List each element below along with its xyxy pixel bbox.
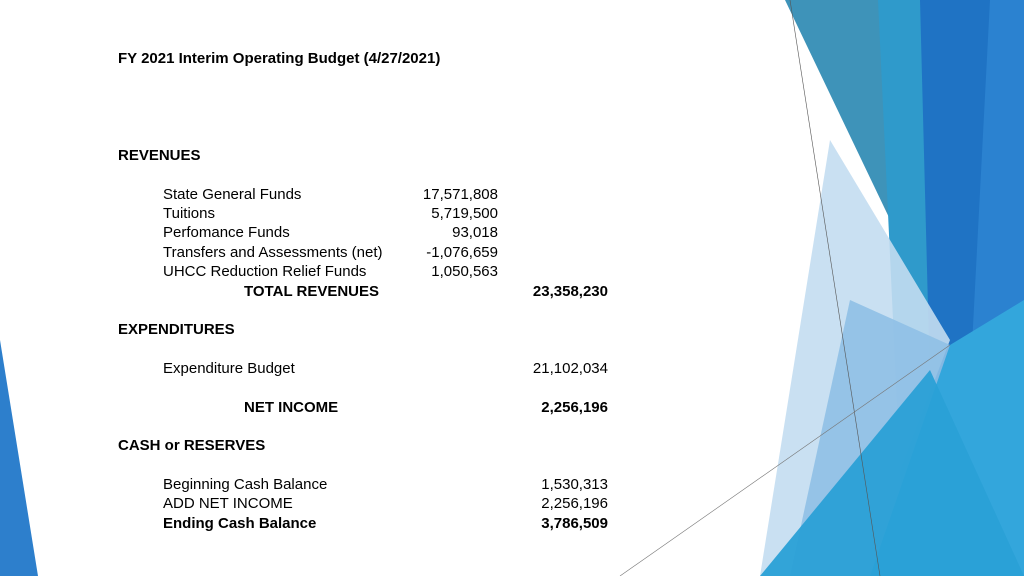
beginning-cash-label: Beginning Cash Balance — [163, 476, 328, 493]
revenue-label-performance: Perfomance Funds — [163, 224, 290, 241]
revenue-label-state: State General Funds — [163, 186, 302, 203]
expenditures-heading: EXPENDITURES — [118, 321, 235, 338]
expenditure-budget-value: 21,102,034 — [532, 360, 608, 377]
revenue-label-uhcc: UHCC Reduction Relief Funds — [163, 263, 367, 280]
ending-cash-label: Ending Cash Balance — [163, 515, 317, 532]
revenue-label-tuitions: Tuitions — [163, 205, 215, 222]
net-income-label: NET INCOME — [244, 399, 339, 416]
total-revenues-label: TOTAL REVENUES — [244, 283, 380, 300]
page-title: FY 2021 Interim Operating Budget (4/27/2021) — [118, 50, 441, 67]
revenue-label-transfers: Transfers and Assessments (net) — [163, 244, 383, 261]
beginning-cash-value: 1,530,313 — [541, 476, 608, 493]
revenue-value-state: 17,571,808 — [422, 186, 498, 203]
add-net-income-value: 2,256,196 — [541, 495, 608, 512]
cash-reserves-heading: CASH or RESERVES — [118, 437, 266, 454]
net-income-value: 2,256,196 — [541, 399, 608, 416]
expenditure-budget-label: Expenditure Budget — [163, 360, 295, 377]
add-net-income-label: ADD NET INCOME — [163, 495, 293, 512]
revenue-value-transfers: -1,076,659 — [426, 244, 498, 261]
revenue-value-uhcc: 1,050,563 — [431, 263, 498, 280]
deco-left-edge — [0, 340, 38, 576]
revenue-value-tuitions: 5,719,500 — [431, 205, 498, 222]
ending-cash-value: 3,786,509 — [541, 515, 608, 532]
revenue-value-performance: 93,018 — [452, 224, 498, 241]
revenues-heading: REVENUES — [118, 147, 201, 164]
total-revenues-value: 23,358,230 — [532, 283, 608, 300]
